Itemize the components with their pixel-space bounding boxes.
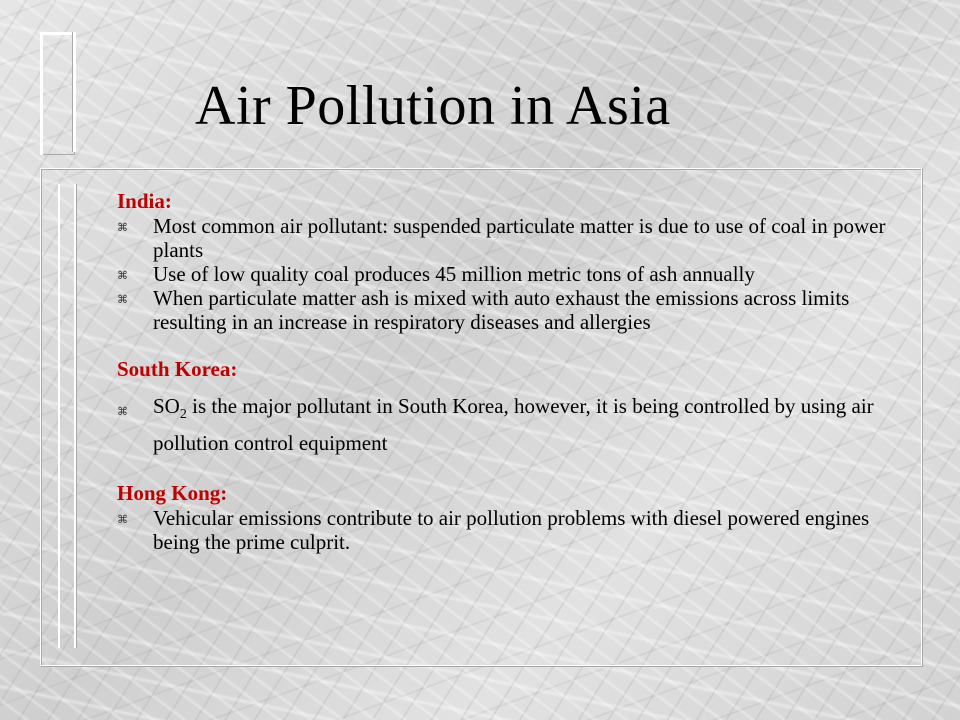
title-decoration — [40, 32, 75, 155]
ornate-bullet-icon: ⌘ — [117, 221, 128, 234]
ornate-bullet-icon: ⌘ — [117, 293, 128, 306]
section-heading-hong-kong: Hong Kong: — [117, 481, 228, 506]
bullet-text: is the major pollutant in South Korea, however, it is being controlled by using air pollution control equipment — [153, 394, 874, 456]
formula-so2: $SO_2$ — [153, 394, 187, 423]
list-item — [117, 506, 917, 554]
section-heading-india: India: — [117, 189, 172, 213]
ornate-bullet-icon: ⌘ — [117, 405, 128, 418]
list-item — [117, 262, 917, 286]
slide-content — [117, 188, 917, 554]
hong-kong-bullets — [117, 506, 917, 554]
slide-title: Air Pollution in Asia — [195, 75, 671, 137]
ornate-bullet-icon: ⌘ — [117, 513, 128, 527]
india-bullets — [117, 214, 917, 334]
bullet-text: When particulate matter ash is mixed with auto exhaust the emissions across limits resulting in an increase in respiratory diseases and allergies — [153, 286, 850, 334]
ornate-bullet-icon: ⌘ — [117, 269, 128, 282]
bullet-text: Most common air pollutant: suspended particulate matter is due to use of coal in power plants — [153, 214, 886, 262]
bullet-text: Vehicular emissions contribute to air pollution problems with diesel powered engines being the prime culprit. — [153, 506, 870, 555]
content-decoration-bar — [58, 184, 76, 648]
section-heading-south-korea: South Korea: — [117, 357, 238, 381]
list-item — [117, 286, 917, 334]
bullet-text: Use of low quality coal produces 45 million metric tons of ash annually — [153, 262, 755, 286]
list-item — [117, 214, 917, 262]
list-item — [117, 392, 917, 458]
south-korea-bullets — [117, 392, 917, 458]
